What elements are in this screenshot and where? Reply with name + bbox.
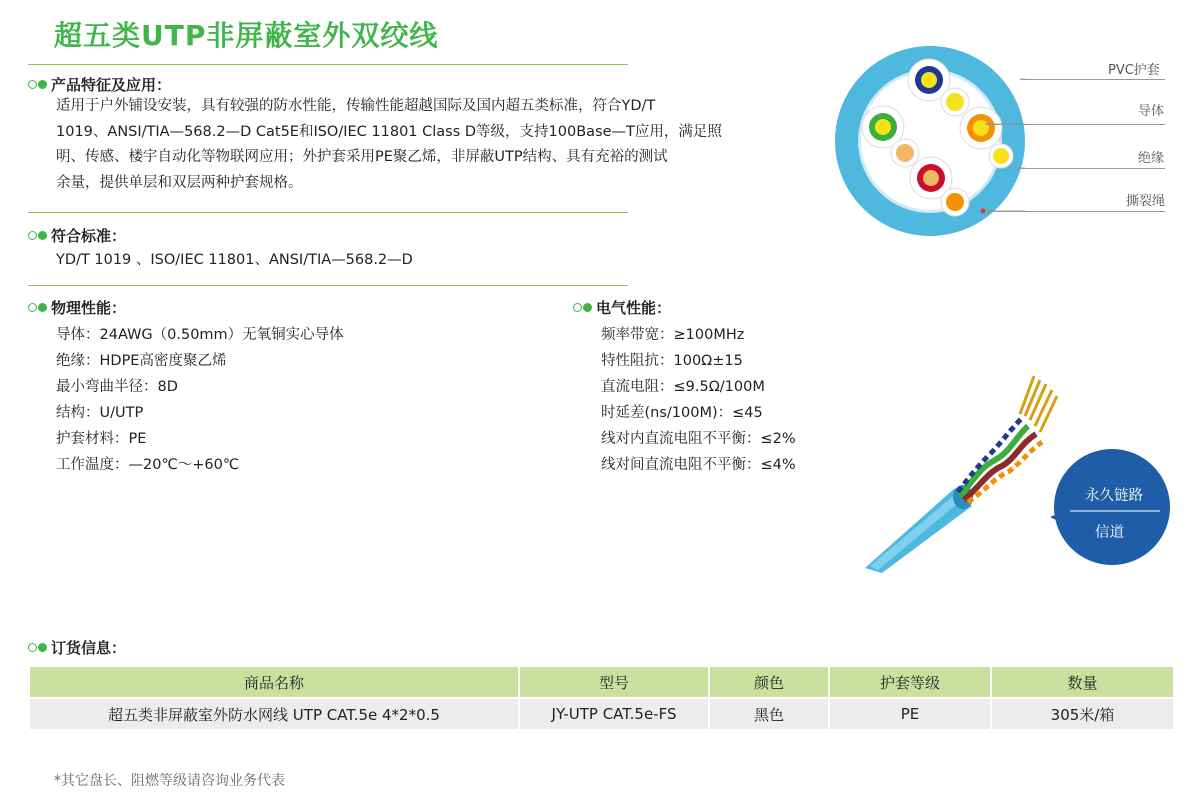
header-quantity: 数量 [992, 667, 1173, 697]
page-title: 超五类UTP非屏蔽室外双绞线 [54, 19, 439, 52]
standards-heading [28, 225, 126, 246]
physical-item: 结构：U/UTP [56, 405, 144, 421]
bullet-dots-icon [28, 643, 47, 652]
features-line: 适用于户外铺设安装，具有较强的防水性能，传输性能超越国际及国内超五类标准，符合YD/T [56, 98, 656, 114]
cell-model: JY-UTP CAT.5e-FS [520, 699, 708, 729]
header-jacket-grade: 护套等级 [830, 667, 990, 697]
cable-cross-section-diagram [835, 26, 1025, 256]
physical-item: 绝缘：HDPE高密度聚乙烯 [56, 353, 227, 369]
physical-heading-text: 物理性能： [51, 299, 127, 317]
cable-photo-illustration [860, 368, 1060, 573]
bullet-dots-icon [28, 303, 47, 312]
features-heading-text: 产品特征及应用： [51, 76, 172, 94]
cell-quantity: 305米/箱 [992, 699, 1173, 729]
electrical-heading [573, 297, 671, 318]
electrical-item: 特性阻抗：100Ω±15 [601, 353, 743, 369]
order-table [28, 665, 1175, 731]
cell-jacket-grade: PE [830, 699, 990, 729]
label-line-insulation [1010, 168, 1165, 169]
label-conductor: 导体 [1138, 104, 1165, 119]
order-table-header [30, 667, 1173, 697]
header-product-name: 商品名称 [30, 667, 518, 697]
bullet-dots-icon [28, 80, 47, 89]
physical-item: 护套材料：PE [56, 431, 147, 447]
standards-heading-text: 符合标准： [51, 227, 127, 245]
bullet-dots-icon [28, 231, 47, 240]
label-jacket: PVC护套 [1108, 63, 1160, 78]
table-row [30, 699, 1173, 729]
physical-item: 工作温度：—20℃～+60℃ [56, 457, 240, 473]
features-paragraph [56, 94, 776, 196]
physical-heading [28, 297, 126, 318]
electrical-item: 频率带宽：≥100MHz [601, 327, 745, 343]
cell-color: 黑色 [710, 699, 828, 729]
bubble-permanent-link: 永久链路 [1085, 488, 1143, 504]
channel-bubble [1040, 445, 1175, 570]
electrical-heading-text: 电气性能： [596, 299, 672, 317]
label-line-ripcord [985, 211, 1165, 212]
label-insulation: 绝缘 [1138, 151, 1165, 166]
features-line: 余量，提供单层和双层两种护套规格。 [56, 174, 303, 191]
footnote: *其它盘长、阻燃等级请咨询业务代表 [54, 773, 285, 789]
electrical-item: 线对内直流电阻不平衡：≤2% [601, 431, 796, 447]
title-divider [28, 64, 628, 65]
features-line: 明、传感、楼宇自动化等物联网应用；外护套采用PE聚乙烯，非屏蔽UTP结构、具有充裕的测试 [56, 149, 668, 165]
order-heading-text: 订货信息： [51, 639, 127, 657]
electrical-item: 直流电阻：≤9.5Ω/100M [601, 379, 765, 395]
header-model: 型号 [520, 667, 708, 697]
electrical-item: 线对间直流电阻不平衡：≤4% [601, 457, 796, 473]
features-line: 1019、ANSI/TIA—568.2—D Cat5E和ISO/IEC 11801 Class D等级，支持100Base—T应用，满足照 [56, 123, 722, 140]
header-color: 颜色 [710, 667, 828, 697]
electrical-item: 时延差(ns/100M)：≤45 [601, 405, 763, 421]
standards-divider [28, 285, 628, 286]
physical-item: 最小弯曲半径：8D [56, 379, 178, 395]
features-divider [28, 212, 628, 213]
cell-product-name: 超五类非屏蔽室外防水网线 UTP CAT.5e 4*2*0.5 [30, 699, 518, 729]
standards-text: YD/T 1019 、ISO/IEC 11801、ANSI/TIA—568.2—D [56, 252, 413, 268]
features-heading [28, 74, 171, 95]
label-ripcord: 撕裂绳 [1126, 194, 1166, 209]
bullet-dots-icon [573, 303, 592, 312]
bubble-channel: 信道 [1095, 525, 1124, 541]
physical-item: 导体：24AWG（0.50mm）无氧铜实心导体 [56, 327, 344, 343]
order-heading [28, 637, 126, 658]
label-line-conductor [985, 124, 1165, 125]
label-line-jacket [1020, 79, 1165, 80]
